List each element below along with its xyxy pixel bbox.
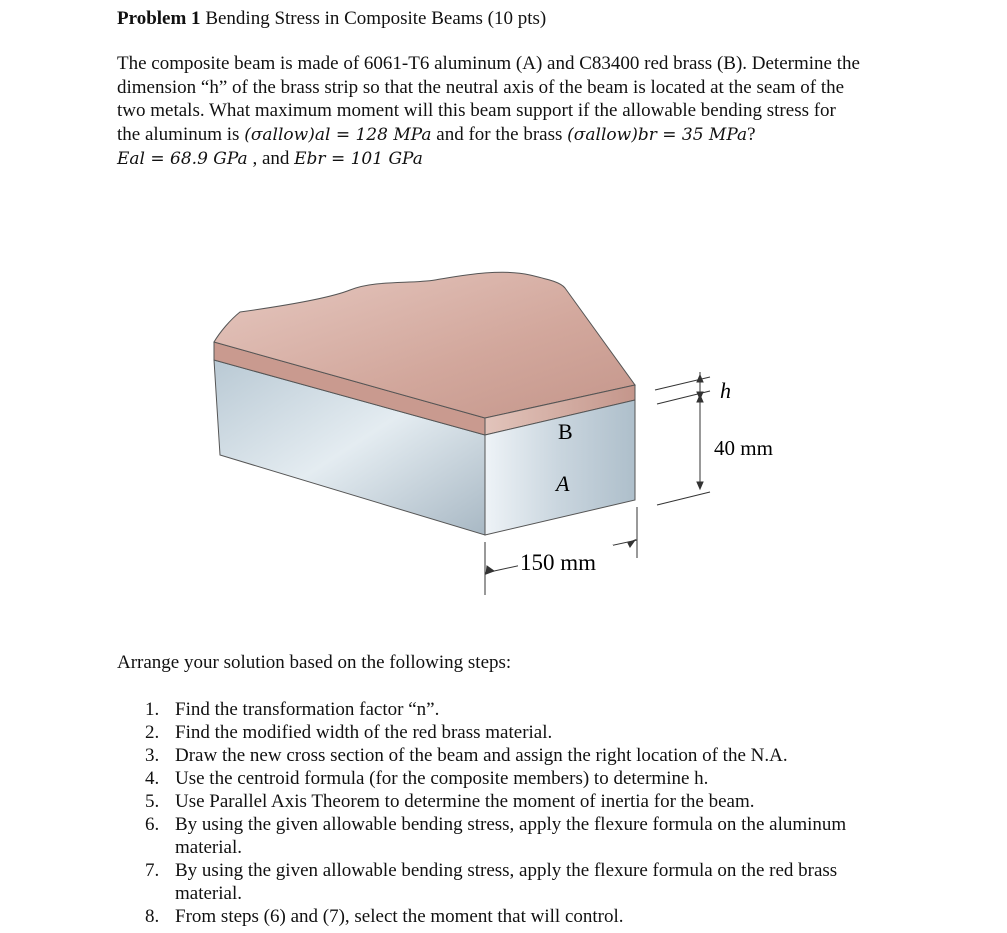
step-number: 1. <box>145 699 160 720</box>
modulus-al: Eal = 68.9 GPa <box>117 149 248 169</box>
statement-line-4 <box>117 123 917 148</box>
statement-line-5 <box>117 147 917 172</box>
step-text: From steps (6) and (7), select the moment that will control. <box>175 906 624 927</box>
list-item <box>145 859 905 905</box>
step-text: By using the given allowable bending stress, apply the flexure formula on the red brass material. <box>175 860 838 904</box>
statement-line-5b: , and <box>247 148 295 169</box>
problem-title-text: Bending Stress in Composite Beams (10 pts) <box>205 8 547 29</box>
sigma-allow-br: (σallow)br = 35 MPa <box>567 124 748 145</box>
problem-label: Problem 1 <box>117 8 201 29</box>
dimension-40mm <box>657 392 710 505</box>
statement-line-4a: the aluminum is <box>117 123 245 145</box>
list-item <box>145 721 905 744</box>
list-item <box>145 813 905 859</box>
step-text: Use the centroid formula (for the composite members) to determine h. <box>175 768 709 789</box>
step-number: 4. <box>145 768 160 789</box>
label-40mm: 40 mm <box>714 436 773 460</box>
list-item <box>145 744 905 767</box>
steps-list <box>145 698 905 928</box>
step-number: 2. <box>145 722 160 743</box>
step-number: 6. <box>145 814 160 835</box>
composite-beam-figure <box>200 180 820 610</box>
steps-intro: Arrange your solution based on the following steps: <box>117 652 512 673</box>
statement-line-4c: ? <box>747 123 756 145</box>
step-text: Find the transformation factor “n”. <box>175 699 440 720</box>
statement-line-1: The composite beam is made of 6061-T6 aluminum (A) and C83400 red brass (B). Determine the <box>117 53 860 74</box>
list-item <box>145 767 905 790</box>
list-item <box>145 790 905 813</box>
statement-line-2: dimension “h” of the brass strip so that the neutral axis of the beam is located at the seam of the <box>117 76 845 98</box>
step-number: 3. <box>145 745 160 766</box>
sigma-allow-al: (σallow)al = 128 MPa <box>244 124 432 145</box>
step-text: Draw the new cross section of the beam and assign the right location of the N.A. <box>175 745 788 766</box>
modulus-br: Ebr = 101 GPa <box>294 149 423 169</box>
step-number: 7. <box>145 860 160 881</box>
step-number: 8. <box>145 906 160 927</box>
label-a: A <box>556 471 570 496</box>
step-text: By using the given allowable bending stress, apply the flexure formula on the aluminum material. <box>175 814 847 858</box>
label-b: B <box>558 419 573 444</box>
step-text: Use Parallel Axis Theorem to determine the moment of inertia for the beam. <box>175 791 755 812</box>
step-text: Find the modified width of the red brass material. <box>175 722 553 743</box>
list-item <box>145 698 905 721</box>
step-number: 5. <box>145 791 160 812</box>
label-150mm: 150 mm <box>520 550 597 575</box>
label-h: h <box>720 378 731 403</box>
problem-title <box>117 8 546 30</box>
list-item <box>145 905 905 928</box>
statement-line-4b: and for the brass <box>431 123 568 145</box>
problem-statement <box>117 52 917 172</box>
statement-line-3: two metals. What maximum moment will this beam support if the allowable bending stress for <box>117 100 836 121</box>
